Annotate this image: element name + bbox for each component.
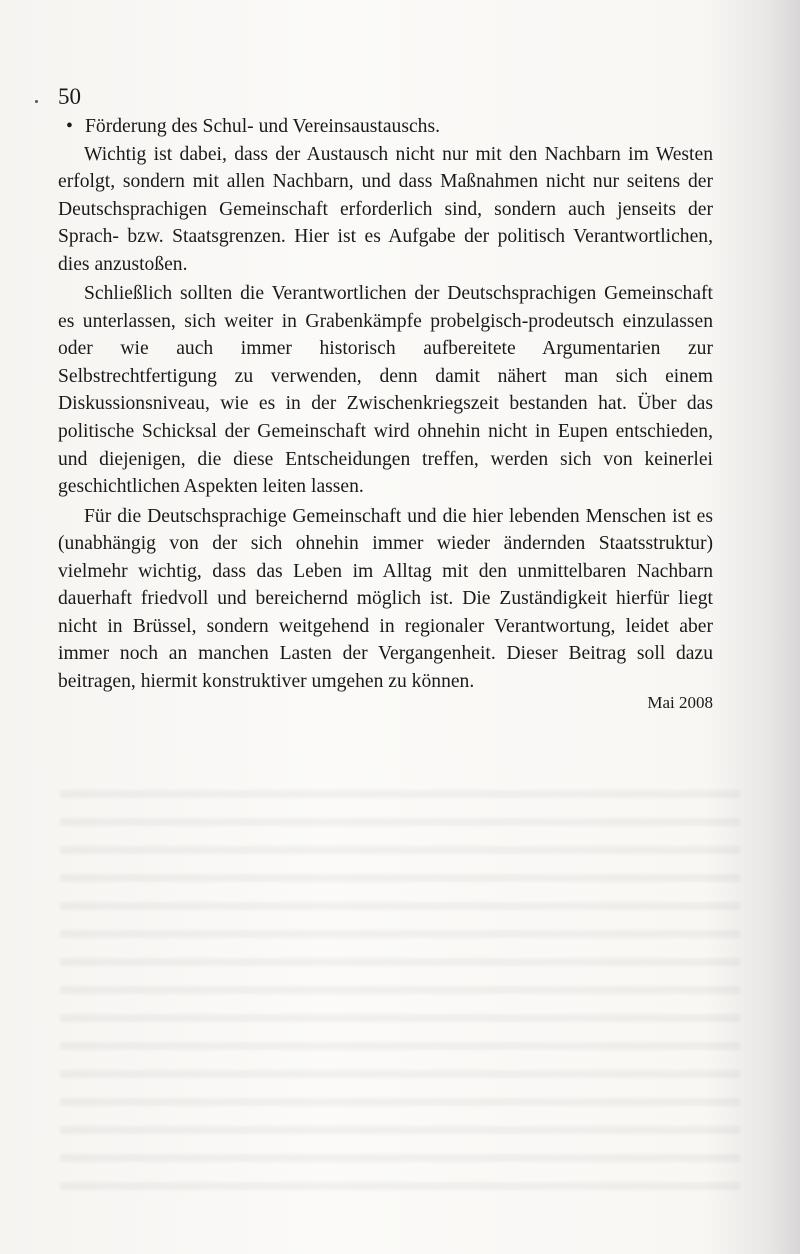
- paragraph-1: Wichtig ist dabei, dass der Austausch nicht nur mit den Nachbarn im Westen erfolgt, sondern mit allen Nachbarn, und dass Maßnahmen nicht nur seitens der Deutschsprachigen Gemeinschaft erforderlich sind, sondern auch jenseits der Sprach- bzw. Staatsgrenzen. Hier ist es Aufgabe der politisch Verantwortlichen, dies anzustoßen.: [58, 143, 713, 275]
- bullet-item-text: Förderung des Schul- und Vereinsaustauschs.: [85, 116, 440, 137]
- bullet-item: [58, 113, 713, 141]
- margin-dot: [35, 100, 38, 103]
- paragraph-2: Schließlich sollten die Verantwortlichen der Deutschsprachigen Gemeinschaft es unterlassen, sich weiter in Grabenkämpfe probelgisch-prodeutsch einzulassen oder wie auch immer historisch aufbereitete Argumentarien zur Selbstrechtfertigung zu verwenden, denn damit nähert man sich einem Diskussionsniveau, wie es in der Zwischenkriegszeit bestanden hat. Über das politische Schicksal der Gemeinschaft wird ohnehin nicht in Eupen entschieden, und diejenigen, die diese Entscheidungen treffen, werden sich von keinerlei geschichtlichen Aspekten leiten lassen.: [58, 283, 713, 498]
- body-text: [58, 113, 713, 715]
- show-through-text: [60, 770, 740, 1190]
- bullet-icon: •: [66, 116, 73, 137]
- page-number: 50: [58, 84, 81, 109]
- date-line: Mai 2008: [647, 693, 713, 713]
- paragraph-3: Für die Deutschsprachige Gemeinschaft und die hier lebenden Menschen ist es (unabhängig von der sich ohnehin immer wieder ändernden Staatsstruktur) vielmehr wichtig, dass das Leben im Alltag mit den unmittelbaren Nachbarn dauerhaft friedvoll und bereichernd möglich ist. Die Zuständigkeit hierfür liegt nicht in Brüssel, sondern weitgehend in regionaler Verantwortung, leidet aber immer noch an manchen Lasten der Vergangenheit. Dieser Beitrag soll dazu beitragen, hiermit konstruktiver umgehen zu können.: [58, 505, 713, 692]
